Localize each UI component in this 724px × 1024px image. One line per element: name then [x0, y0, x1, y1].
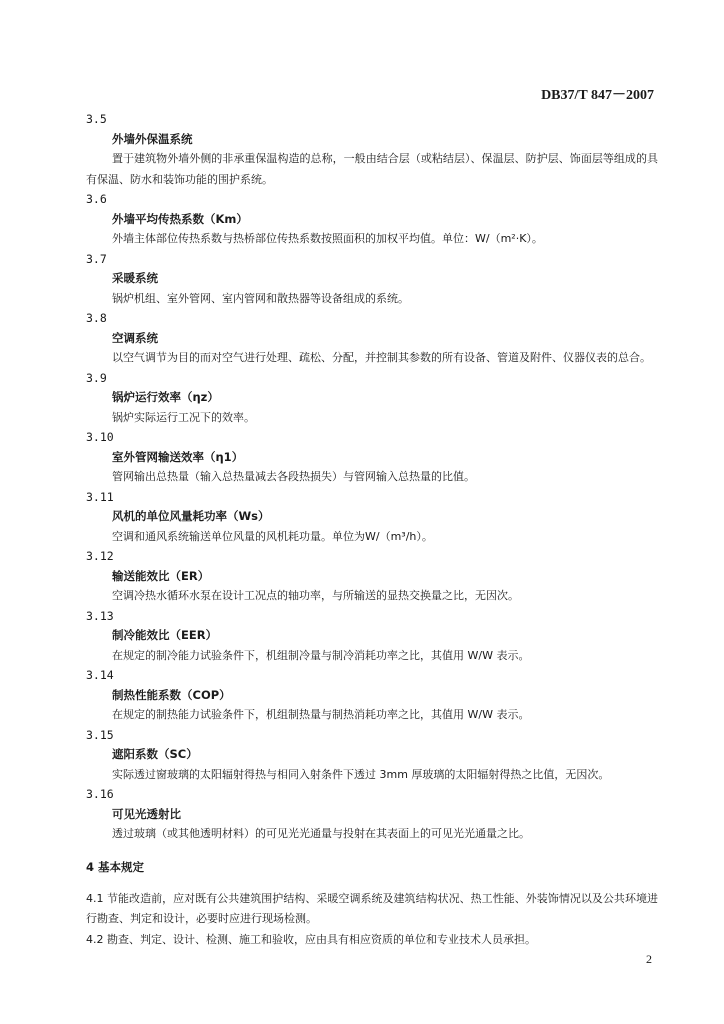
definitions-list	[86, 110, 658, 845]
term-heading: 制冷能效比（EER）	[112, 628, 218, 642]
clause-number: 3.12	[86, 549, 114, 563]
page-content	[86, 110, 658, 950]
clause-number: 3.5	[86, 112, 107, 126]
term-definition: 置于建筑物外墙外侧的非承重保温构造的总称，一般由结合层（或粘结层）、保温层、防护层、饰面层等组成的具有保温、防水和装饰功能的围护系统。	[86, 152, 658, 186]
term-definition: 在规定的制冷能力试验条件下，机组制冷量与制冷消耗功率之比，其值用 W/W 表示。	[112, 648, 530, 662]
section-title: 4 基本规定	[86, 859, 145, 874]
term-heading: 室外管网输送效率（η1）	[112, 449, 244, 464]
term-definition: 外墙主体部位传热系数与热桥部位传热系数按照面积的加权平均值。单位：W/（m²·K）。	[112, 232, 543, 245]
clause-number: 3.13	[86, 608, 114, 623]
term-heading: 锅炉运行效率（ηz）	[112, 390, 219, 404]
clause-number: 3.16	[86, 787, 114, 801]
term-definition: 以空气调节为目的而对空气进行处理、疏松、分配，并控制其参数的所有设备、管道及附件、仪器仪表的总合。	[112, 351, 651, 364]
term-definition: 空调和通风系统输送单位风量的风机耗功量。单位为W/（m³/h）。	[112, 529, 433, 543]
clause-4-2: 4.2 勘查、判定、设计、检测、施工和验收，应由具有相应资质的单位和专业技术人员承担。	[86, 932, 536, 946]
term-heading: 采暖系统	[112, 271, 158, 285]
term-heading: 外墙平均传热系数（Km）	[112, 211, 248, 226]
term-heading: 风机的单位风量耗功率（Ws）	[112, 509, 270, 523]
term-definition: 透过玻璃（或其他透明材料）的可见光光通量与投射在其表面上的可见光光通量之比。	[112, 827, 530, 840]
clause-number: 3.11	[86, 489, 114, 504]
term-heading: 遮阳系数（SC）	[112, 747, 198, 761]
clause-number: 3.9	[86, 370, 107, 385]
term-definition: 锅炉机组、室外管网、室内管网和散热器等设备组成的系统。	[112, 291, 409, 305]
term-heading: 空调系统	[112, 330, 158, 345]
clause-number: 3.8	[86, 311, 107, 325]
clause-number: 3.6	[86, 192, 107, 206]
term-heading: 输送能效比（ER）	[112, 568, 210, 583]
clause-number: 3.10	[86, 430, 114, 444]
term-heading: 外墙外保温系统	[112, 131, 193, 146]
term-definition: 锅炉实际运行工况下的效率。	[112, 410, 255, 424]
clause-number: 3.15	[86, 727, 114, 742]
term-definition: 空调冷热水循环水泵在设计工况点的轴功率，与所输送的显热交换量之比，无因次。	[112, 589, 519, 602]
term-definition: 实际透过窗玻璃的太阳辐射得热与相同入射条件下透过 3mm 厚玻璃的太阳辐射得热之比值，无因次。	[112, 767, 610, 781]
term-heading: 可见光透射比	[112, 806, 181, 821]
term-definition: 在规定的制热能力试验条件下，机组制热量与制热消耗功率之比，其值用 W/W 表示。	[112, 708, 530, 721]
page-number: 2	[646, 952, 652, 966]
term-heading: 制热性能系数（COP）	[112, 687, 231, 702]
document-code: DB37/T 847－2007	[541, 88, 654, 103]
clause-4-1: 4.1 节能改造前，应对既有公共建筑围护结构、采暖空调系统及建筑结构状况、热工性能、外装饰情况以及公共环境进行勘查、判定和设计，必要时应进行现场检测。	[86, 891, 658, 925]
clause-number: 3.7	[86, 251, 107, 266]
clause-number: 3.14	[86, 668, 114, 682]
term-definition: 管网输出总热量（输入总热量减去各段热损失）与管网输入总热量的比值。	[112, 470, 475, 483]
